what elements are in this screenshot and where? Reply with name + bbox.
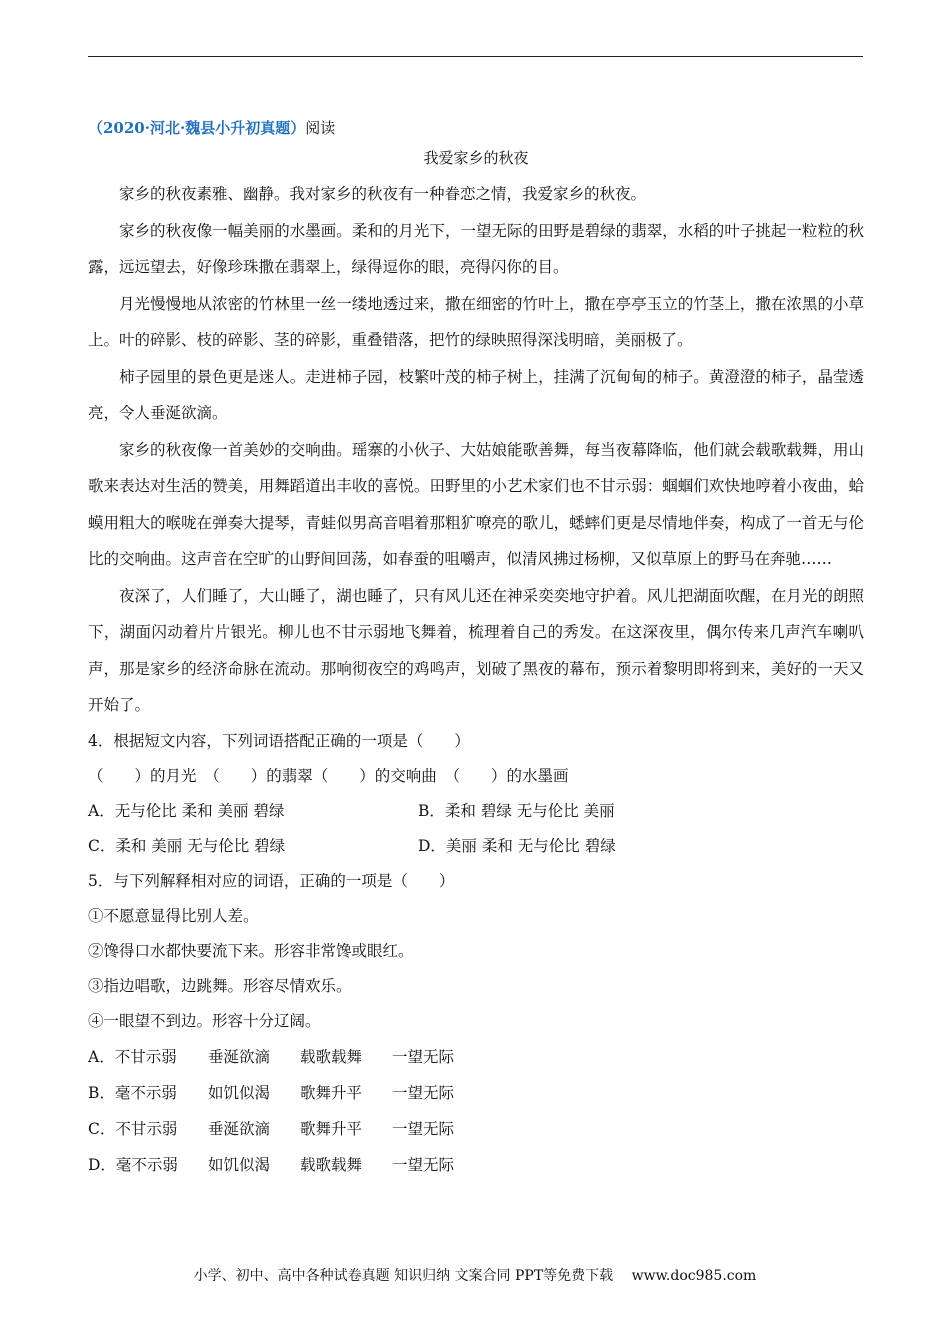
option-word: 一望无际	[392, 1083, 455, 1102]
question-4-blanks: （ ）的月光 （ ）的翡翠（ ）的交响曲 （ ）的水墨画	[88, 766, 569, 785]
option-word: 如饥似渴	[208, 1155, 271, 1174]
question-4-stem: 4．根据短文内容，下列词语搭配正确的一项是（ ）	[88, 731, 470, 750]
question-5-option-b	[88, 1075, 864, 1111]
source-tag: （2020·河北·魏县小升初真题）	[88, 119, 306, 137]
option-word: B．毫不示弱	[88, 1083, 177, 1102]
question-5-definition-1: ①不愿意显得比别人差。	[88, 906, 259, 925]
passage-title: 我爱家乡的秋夜	[423, 149, 529, 167]
option-word: 载歌载舞	[300, 1155, 363, 1174]
question-4-option-c: C．柔和 美丽 无与伦比 碧绿	[88, 836, 286, 855]
option-word: 歌舞升平	[300, 1119, 363, 1138]
passage-paragraph-4: 柿子园里的景色更是迷人。走进柿子园，枝繁叶茂的柿子树上，挂满了沉甸甸的柿子。黄澄澄的柿子，晶莹透亮，令人垂涎欲滴。	[88, 367, 864, 422]
header-rule	[88, 56, 863, 57]
passage-paragraph-1: 家乡的秋夜素雅、幽静。我对家乡的秋夜有一种眷恋之情，我爱家乡的秋夜。	[119, 185, 647, 203]
option-word: 一望无际	[392, 1119, 455, 1138]
source-label: 阅读	[305, 119, 336, 137]
passage-paragraph-2: 家乡的秋夜像一幅美丽的水墨画。柔和的月光下，一望无际的田野是碧绿的翡翠，水稻的叶子挑起一粒粒的秋露，远远望去，好像珍珠撒在翡翠上，绿得逗你的眼，亮得闪你的目。	[88, 221, 864, 276]
question-5-definition-3: ③指边唱歌，边跳舞。形容尽情欢乐。	[88, 976, 352, 995]
question-5-option-c	[88, 1111, 864, 1147]
option-word: 垂涎欲滴	[208, 1047, 271, 1066]
passage-paragraph-5: 家乡的秋夜像一首美妙的交响曲。瑶寨的小伙子、大姑娘能歌善舞，每当夜幕降临，他们就会载歌载舞，用山歌来表达对生活的赞美，用舞蹈道出丰收的喜悦。田野里的小艺术家们也不甘示弱：蝈蝈们欢快地哼着小夜曲，蛤蟆用粗大的喉咙在弹奏大提琴，青蛙似男高音唱着那粗犷嘹亮的歌儿，蟋蟀们更是尽情地伴奏，构成了一首无与伦比的交响曲。这声音在空旷的山野间回荡，如春蚕的咀嚼声，似清风拂过杨柳，又似草原上的野马在奔驰……	[88, 440, 864, 568]
passage-paragraph-3: 月光慢慢地从浓密的竹林里一丝一缕地透过来，撒在细密的竹叶上，撒在亭亭玉立的竹茎上，撒在浓黑的小草上。叶的碎影、枝的碎影、茎的碎影，重叠错落，把竹的绿映照得深浅明暗，美丽极了。	[88, 294, 864, 349]
option-word: 垂涎欲滴	[208, 1119, 271, 1138]
question-4-options-row-1	[88, 794, 864, 829]
passage-paragraph-6: 夜深了，人们睡了，大山睡了，湖也睡了，只有风儿还在神采奕奕地守护着。风儿把湖面吹醒，在月光的朗照下，湖面闪动着片片银光。柳儿也不甘示弱地飞舞着，梳理着自己的秀发。在这深夜里，偶尔传来几声汽车喇叭声，那是家乡的经济命脉在流动。那响彻夜空的鸡鸣声，划破了黑夜的幕布，预示着黎明即将到来，美好的一天又开始了。	[88, 586, 864, 714]
option-word: 一望无际	[392, 1047, 455, 1066]
document-page	[88, 116, 864, 1183]
question-4-option-d: D．美丽 柔和 无与伦比 碧绿	[418, 836, 616, 855]
option-word: D．毫不示弱	[88, 1155, 178, 1174]
option-word: A．不甘示弱	[88, 1047, 177, 1066]
option-word: 如饥似渴	[208, 1083, 271, 1102]
question-5-option-d	[88, 1147, 864, 1183]
option-word: 一望无际	[392, 1155, 455, 1174]
option-word: 载歌载舞	[300, 1047, 363, 1066]
question-4-option-b: B．柔和 碧绿 无与伦比 美丽	[418, 801, 615, 820]
source-line	[88, 116, 864, 140]
question-5-stem: 5．与下列解释相对应的词语，正确的一项是（ ）	[88, 871, 455, 890]
question-5-option-a	[88, 1039, 864, 1075]
question-5-definition-4: ④一眼望不到边。形容十分辽阔。	[88, 1011, 321, 1030]
question-4-option-a: A．无与伦比 柔和 美丽 碧绿	[88, 801, 285, 820]
option-word: C．不甘示弱	[88, 1119, 178, 1138]
option-word: 歌舞升平	[300, 1083, 363, 1102]
page-footer: 小学、初中、高中各种试卷真题 知识归纳 文案合同 PPT等免费下载 www.doc985.com	[193, 1268, 757, 1284]
question-5-definition-2: ②馋得口水都快要流下来。形容非常馋或眼红。	[88, 941, 414, 960]
question-4-options-row-2	[88, 829, 864, 864]
